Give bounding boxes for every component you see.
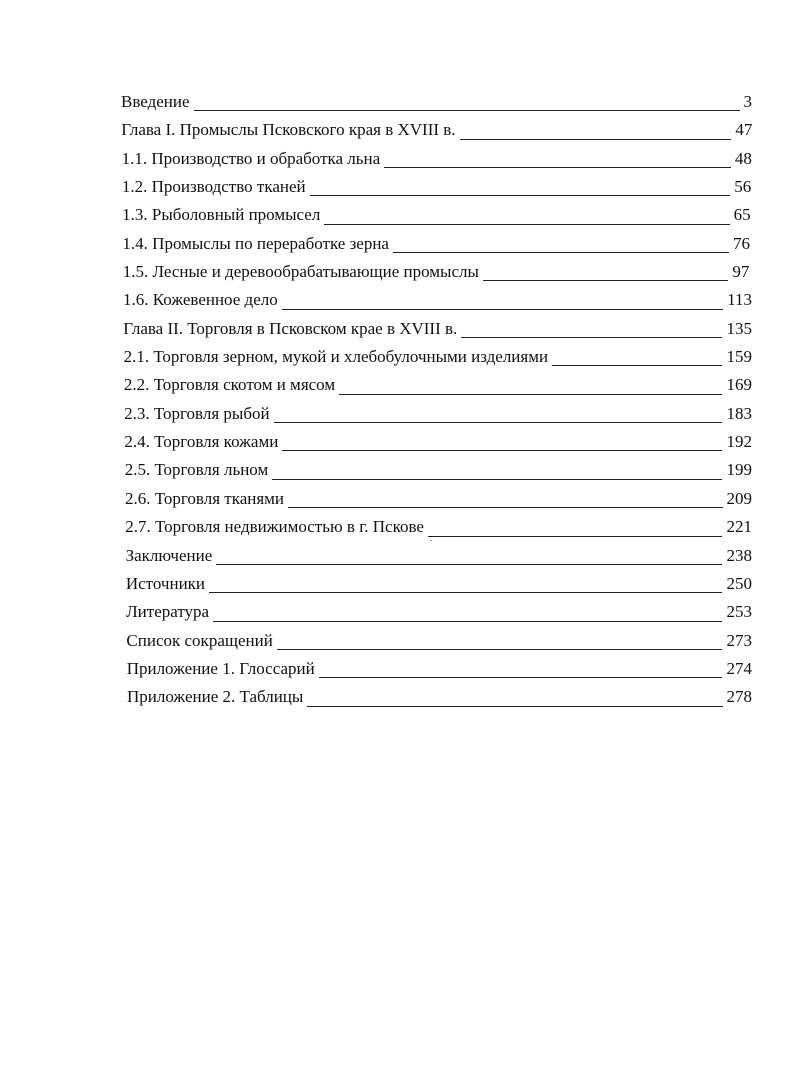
toc-leader-line [483,280,728,281]
toc-entry-page: 159 [726,347,752,367]
toc-entry-page: 199 [726,460,752,480]
toc-entry-2-7 [0,513,795,541]
toc-entry-1-6 [0,286,795,314]
toc-entry-title: Литература [126,598,209,626]
table-of-contents [0,88,795,712]
toc-leader-line [282,309,723,310]
toc-entry-page: 47 [735,120,753,140]
toc-entry-2-5 [0,456,795,484]
toc-leader-line [310,195,731,196]
toc-leader-line [552,365,722,366]
toc-entry-appendix-2 [0,683,795,711]
toc-entry-2-6 [0,485,795,513]
toc-leader-line [194,110,740,111]
toc-entry-title: 1.5. Лесные и деревообрабатывающие промыслы [123,258,479,286]
toc-leader-line [272,479,722,480]
toc-leader-line [216,564,722,565]
toc-entry-title: Приложение 2. Таблицы [127,683,303,711]
toc-entry-title: 2.3. Торговля рыбой [124,400,269,428]
scan-speck [430,540,432,541]
toc-leader-line [282,450,722,451]
toc-entry-page: 274 [726,658,752,678]
toc-entry-title: 2.1. Торговля зерном, мукой и хлебобулочными изделиями [124,343,549,371]
toc-entry-title: Список сокращений [126,627,272,655]
toc-entry-title: Заключение [126,542,213,570]
toc-entry-2-1 [0,343,795,371]
toc-entry-page: 209 [726,488,752,508]
toc-leader-line [209,592,722,593]
toc-leader-line [393,252,729,253]
toc-leader-line [324,224,729,225]
toc-leader-line [277,649,723,650]
toc-entry-title: 2.2. Торговля скотом и мясом [124,371,335,399]
toc-entry-2-2 [0,371,795,399]
toc-entry-1-4 [0,230,795,258]
toc-entry-page: 135 [726,318,752,338]
toc-leader-line [339,394,722,395]
toc-entry-1-2 [0,173,795,201]
toc-leader-line [213,621,722,622]
toc-leader-line [460,139,732,140]
toc-leader-line [319,677,723,678]
toc-leader-line [274,422,723,423]
toc-entry-title: 2.5. Торговля льном [125,456,269,484]
toc-entry-1-3 [0,201,795,229]
toc-entry-title: 2.4. Торговля кожами [124,428,278,456]
toc-entry-page: 183 [726,403,752,423]
toc-entry-page: 65 [733,205,751,225]
toc-leader-line [384,167,731,168]
toc-entry-page: 192 [726,432,752,452]
toc-entry-page: 97 [732,262,750,282]
toc-entry-title: Источники [126,570,205,598]
toc-entry-literature [0,598,795,626]
toc-entry-page: 273 [726,630,752,650]
toc-entry-title: 1.6. Кожевенное дело [123,286,278,314]
toc-entry-page: 253 [726,602,752,622]
toc-entry-1-1 [0,145,795,173]
toc-leader-line [428,536,723,537]
toc-entry-page: 56 [734,177,752,197]
toc-leader-line [288,507,722,508]
toc-entry-appendix-1 [0,655,795,683]
toc-entry-page: 221 [726,517,752,537]
toc-entry-2-3 [0,400,795,428]
toc-entry-page: 250 [726,573,752,593]
toc-entry-title: Глава II. Торговля в Псковском крае в XVIII в. [123,315,457,343]
toc-entry-introduction [0,88,795,116]
toc-entry-page: 238 [726,545,752,565]
toc-entry-title: 1.4. Промыслы по переработке зерна [122,230,389,258]
toc-entry-title: 1.2. Производство тканей [122,173,306,201]
toc-entry-title: 1.1. Производство и обработка льна [122,145,381,173]
toc-entry-chapter-2 [0,315,795,343]
toc-leader-line [307,706,722,707]
toc-entry-page: 113 [727,290,752,310]
toc-entry-page: 76 [733,233,750,253]
toc-entry-page: 278 [726,687,752,707]
toc-entry-title: 2.7. Торговля недвижимостью в г. Пскове [125,513,424,541]
toc-entry-conclusion [0,542,795,570]
toc-entry-title: Глава I. Промыслы Псковского края в XVIII в. [121,116,455,144]
toc-entry-title: Приложение 1. Глоссарий [127,655,315,683]
toc-entry-sources [0,570,795,598]
toc-entry-1-5 [0,258,795,286]
toc-entry-title: 2.6. Торговля тканями [125,485,284,513]
toc-leader-line [461,337,722,338]
toc-entry-page: 48 [734,148,752,168]
toc-entry-2-4 [0,428,795,456]
toc-entry-abbreviations [0,627,795,655]
toc-entry-title: 1.3. Рыболовный промысел [122,201,320,229]
toc-entry-page: 169 [726,375,752,395]
toc-entry-chapter-1 [0,116,795,144]
toc-entry-page: 3 [743,92,752,111]
toc-entry-title: Введение [121,88,190,116]
